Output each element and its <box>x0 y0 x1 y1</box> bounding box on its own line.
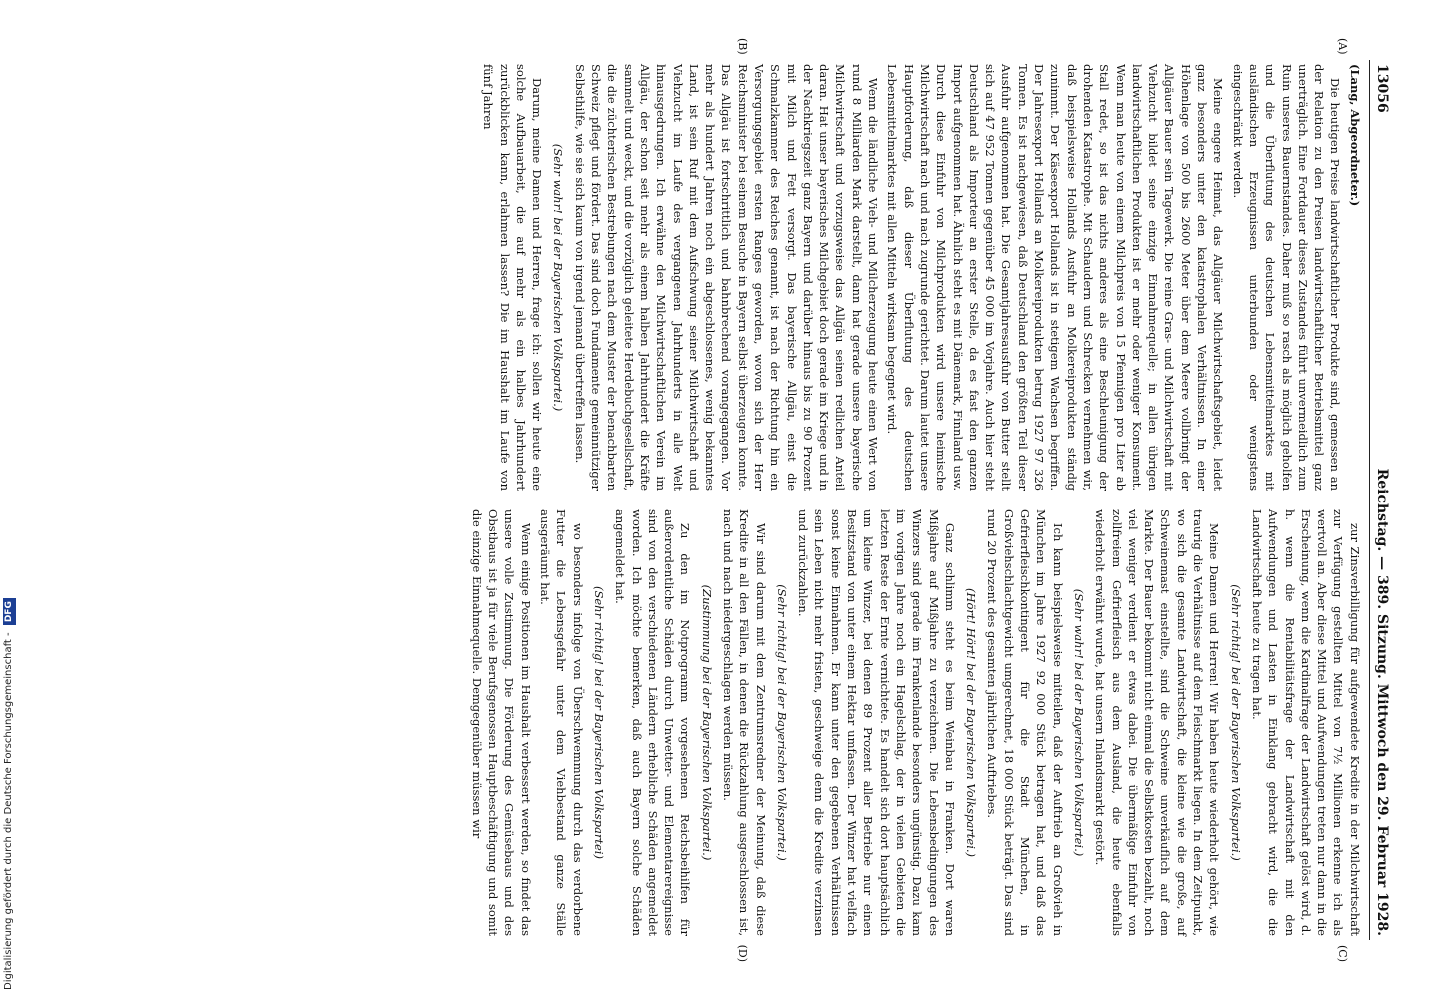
text-columns <box>466 60 1369 940</box>
credit-label: Digitalisierung gefördert durch die Deutsche Forschungsgemeinschaft - <box>3 632 14 990</box>
interjection: (Sehr wahr! bei der Bayerischen Volkspartei.) <box>1071 588 1086 857</box>
speaker-line: (Lang, Abgeordneter.) <box>1347 64 1362 207</box>
digitization-credit-text <box>1 10 17 990</box>
left-column <box>466 64 1363 491</box>
paragraph: Meine Damen und Herren! Wir haben heute wiederholt gehört, wie traurig die Verhältnisse auf dem Fleischmarkt liegen. In dem Zeitpunkt, wo sich die gesamte Landwirtschaft, die kleine wie die große, auf Schweinemast einstellte, sind die Schweine unverkäuflich auf dem Markte. Der Bauer bekommt nicht einmal die Selbstkosten bezahlt, noch viel weniger verdient er etwas dabei. Die übermäßige Einfuhr von zollfreiem Gefrierfleisch aus dem Ausland, die heute ebenfalls wiederholt erwähnt wurde, hat unsern Inlandsmarkt gestört. <box>1093 509 1222 936</box>
paragraph: Darum, meine Damen und Herren, frage ich: sollen wir heute eine solche Aufbauarbeit, die auf mehr als ein halbes Jahrhundert zurückblicken kann, erlahmen lassen? Die im Haushalt im Laufe von fünf Jahren <box>481 64 545 491</box>
interjection: (Zustimmung bei der Bayerischen Volkspartei.) <box>699 584 714 861</box>
margin-marker-d: (D) <box>736 944 749 962</box>
paragraph: Wenn die ländliche Vieh- und Milcherzeugung heute einen Wert von rund 8 Milliarden Mark darstellt, dann hat gerade unsere bayerische Milchwirtschaft und vorzugsweise das Allgäu seinen redlichen Anteil daran. Hat unser bayerisches Milchgebiet doch gerade im Kriege und in der Nachkriegszeit ganz Bayern und darüber hinaus bis zu 90 Prozent mit Milch und Fett versorgt. Das bayerische Allgäu, einst die Schmalzkammer des Reiches genannt, ist nach der Richtung hin ein Versorgungsgebiet ersten Ranges geworden, wovon sich der Herr Reichsminister bei seinem Besuche in Bayern selbst überzeugen konnte. Das Allgäu ist fortschrittlich und bahnbrechend vorangegangen. Vor mehr als hundert Jahren noch ein abgeschlossenes, wenig bekanntes Land, ist sein Ruf mit dem Aufschwung seiner Milchwirtschaft und Viehzucht im Laufe des vergangenen Jahrhunderts in alle Welt hinausgedrungen. Ich erwähne den Milchwirtschaftlichen Verein im Allgäu, der schon seit mehr als einem halben Jahrhundert die Kräfte sammelt und weckt, und die vorzüglich geleitete Herdebuchgesellschaft, die die züchterischen Bestrebungen nach dem Muster der benachbarten Schweiz pflegt und fördert. Das sind doch Fundamente gemeinnütziger Selbsthilfe, wie sie sich kaum von irgend jemand übertreffen lassen. <box>572 64 881 491</box>
paragraph: wo besonders infolge von Überschwemmung durch das verdorbene Futter die Lebensgefahr unter dem Viehbestand ganze Ställe ausgeräumt hat. <box>538 509 585 936</box>
margin-marker-b: (B) <box>736 38 749 55</box>
margin-marker-a: (A) <box>1336 38 1349 55</box>
paragraph: Meine engere Heimat, das Allgäuer Milchwirtschaftsgebiet, leidet ganz besonders unter den katastrophalen Verhältnissen. In einer Höhenlage von 500 bis 2600 Meter über dem Meere vollbringt der Allgäuer Bauer sein Tagewerk. Die reine Gras- und Milchwirtschaft mit Viehzucht bildet seine einzige Einnahmequelle; in allen übrigen landwirtschaftlichen Produkten ist er mehr oder weniger Konsument. Wenn man heute von einem Milchpreis von 15 Pfennigen pro Liter ab Stall redet, so ist das nichts anderes als eine Beschleunigung der drohenden Katastrophe. Mit Schaudern und Schrecken vernehmen wir, daß beispielsweise Hollands Ausfuhr an Molkereiprodukten ständig zunimmt. Der Käseexport Hollands ist in stetigem Wachsen begriffen. Der Jahresexport Hollands an Molkereiprodukten betrug 1927 97 326 Tonnen. Es ist nachgewiesen, daß Deutschland den größten Teil dieser Ausfuhr aufgenommen hat. Die Gesamtjahresausfuhr von Butter stellt sich auf 47 952 Tonnen gegenüber 45 000 im Vorjahre. Auch hier steht Deutschland als Importeur an erster Stelle, da es fast den ganzen Import aufgenommen hat. Ähnlich steht es mit Dänemark, Finnland usw. Durch diese Einfuhr von Milchprodukten wird unsere heimische Milchwirtschaft nach und nach zugrunde gerichtet. Darum lautet unsere Hauptforderung, daß dieser Überflutung des deutschen Lebensmittelmarktes mit allen Mitteln wirksam begegnet wird. <box>885 64 1226 491</box>
page-header <box>1369 60 1390 940</box>
margin-marker-c: (C) <box>1336 945 1349 962</box>
page-number: 13056 <box>1374 64 1390 113</box>
page-title: Reichstag. — 389. Sitzung. Mittwoch den 29. Februar 1928. <box>1374 468 1390 936</box>
paragraph: Wenn einige Positionen im Haushalt verbessert werden, so findet das unsere volle Zustimmung. Die Förderung des Gemüsebaus und des Obstbaus ist ja für viele Berufsgenossen Hauptbeschäftigung und somit die einzige Einnahmequelle. Demgegenüber müssen wir <box>469 509 533 936</box>
paragraph: Ganz schlimm steht es beim Weinbau in Franken. Dort waren Mißjahre auf Mißjahre zu verzeichnen. Die Lebensbedingungen des Winzers sind gerade im Frankenlande besonders ungünstig. Dazu kam im vorigen Jahre noch ein Hagelschlag, der in vielen Gebieten die letzten Reste der Ernte vernichtete. Es handelt sich dort hauptsächlich um kleine Winzer, bei denen 89 Prozent aller Betriebe nur einen Besitzstand von unter einem Hektar umfassen. Der Winzer hat vielfach sonst keine Einnahmen. Er kann unter den gegebenen Verhältnissen sein Leben nicht mehr fristen, geschweige denn die Kredite verzinsen und zurückzahlen. <box>796 509 957 936</box>
paragraph: zur Zinsverbilligung für aufgewendete Kredite in der Milchwirtschaft zur Verfügung gestellten Mittel von 7½ Millionen erkenne ich als wertvoll an. Aber diese Mittel und Aufwendungen treten nur dann in die Erscheinung, wenn die Kardinalfrage der Landwirtschaft gelöst wird, d. h. wenn die Rentabilitätsfrage der Landwirtschaft mit den Aufwendungen und Lasten in Einklang gebracht wird, die die Landwirtschaft heute zu tragen hat. <box>1249 509 1362 936</box>
paragraph: Wir sind darum mit dem Zentrumsredner der Meinung, daß diese Kredite in all den Fällen, in denen die Rückzahlung ausgeschlossen ist, nach und nach niedergeschlagen werden müssen. <box>721 509 768 936</box>
interjection: (Sehr richtig! bei der Bayerischen Volkspartei.) <box>1228 584 1243 861</box>
interjection: (Sehr richtig! bei der Bayerischen Volkspartei) <box>591 586 606 859</box>
interjection: (Sehr richtig! bei der Bayerischen Volkspartei.) <box>774 584 789 861</box>
interjection: (Hört! Hört! bei der Bayerischen Volkspartei.) <box>964 587 979 858</box>
paragraph: Die heutigen Preise landwirtschaftlicher Produkte sind, gemessen an der Relation zu den Preisen landwirtschaftlicher Betriebsmittel ganz unerträglich. Eine Fortdauer dieses Zustandes führt unvermeidlich zum Ruin unseres Bauernstandes. Daher muß so rasch als möglich geholfen und die Überflutung des deutschen Lebensmittelmarktes mit ausländischen Erzeugnissen unterbunden oder wenigstens eingeschränkt werden. <box>1230 64 1343 491</box>
digitization-credit-sidebar <box>0 0 18 1000</box>
interjection: (Sehr wahr! bei der Bayerischen Volkspartei.) <box>551 143 566 412</box>
dfg-logo: DFG <box>3 598 16 625</box>
paragraph: Zu den im Notprogramm vorgesehenen Reichsbeihilfen für außerordentliche Schäden durch Unwetter- und Elementarereignisse sind von den verschiedenen Ländern erhebliche Schäden angemeldet worden. Ich möchte bemerken, daß auch Bayern solche Schäden angemeldet hat. <box>613 509 693 936</box>
right-column <box>466 509 1363 936</box>
scanned-page <box>130 38 1390 962</box>
paragraph: Ich kann beispielsweise mitteilen, daß der Auftrieb an Großvieh in München im Jahre 1927 92 000 Stück betragen hat, und daß das Gefrierfleischkontingent für die Stadt München, in Großviehschlachtgewicht umgerechnet, 18 000 Stück beträgt. Das sind rund 20 Prozent des gesamten jährlichen Auftriebes. <box>985 509 1065 936</box>
page-content <box>130 38 1390 962</box>
